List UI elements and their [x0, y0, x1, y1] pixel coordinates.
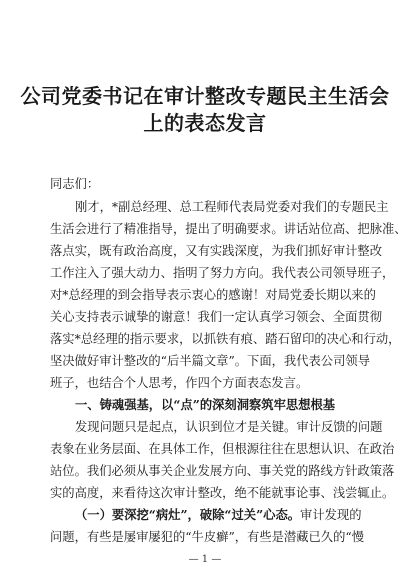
body-line: 坚决做好审计整改的“后半篇文章”。下面，我代表公司领导 — [50, 354, 370, 368]
body-line: 实的高度，来看待这次审计整改，绝不能就事论事、浅尝辄止。 — [50, 486, 395, 500]
subsection-paragraph — [0, 507, 410, 523]
body-line: 班子，也结合个人思考，作四个方面表态发言。 — [50, 376, 309, 390]
document-title-line-2: 上的表态发言 — [143, 111, 267, 135]
body-line: 发现问题只是起点，认识到位才是关键。审计反馈的问题 — [75, 420, 383, 434]
subsection-heading: （一）要深挖“病灶”，破除“过关”心态。 — [75, 507, 301, 522]
body-line: 问题，有些是屡审屡犯的“牛皮癣”，有些是潜藏已久的“慢 — [50, 530, 364, 544]
salutation: 同志们： — [50, 177, 100, 191]
body-line: 工作注入了强大动力、指明了努力方向。我代表公司领导班子， — [50, 266, 395, 280]
subsection-text: 审计发现的 — [300, 508, 362, 522]
body-line: 刚才，*副总经理、总工程师代表局党委对我们的专题民主 — [75, 200, 389, 214]
body-line: 生活会进行了精准指导，提出了明确要求。讲话站位高、把脉准、 — [50, 222, 407, 236]
body-line: 表象在业务层面、在具体工作，但根源往往在思想认识、在政治 — [50, 442, 395, 456]
section-heading: 一、铸魂强基，以“点”的深刻洞察筑牢思想根基 — [75, 397, 336, 412]
page-number: — 1 — — [188, 554, 222, 565]
body-line: 关心支持表示诚挚的谢意！我们一定认真学习领会、全面贯彻 — [50, 310, 383, 324]
document-title-line-1: 公司党委书记在审计整改专题民主生活会 — [20, 84, 390, 108]
body-line: 落实*总经理的指示要求，以抓铁有痕、踏石留印的决心和行动， — [50, 332, 401, 346]
body-line: 落点实，既有政治高度，又有实践深度，为我们抓好审计整改 — [50, 244, 383, 258]
body-line: 站位。我们必须从事关企业发展方向、事关党的路线方针政策落 — [50, 464, 395, 478]
body-line: 对*总经理的到会指导表示衷心的感谢！对局党委长期以来的 — [50, 288, 376, 302]
